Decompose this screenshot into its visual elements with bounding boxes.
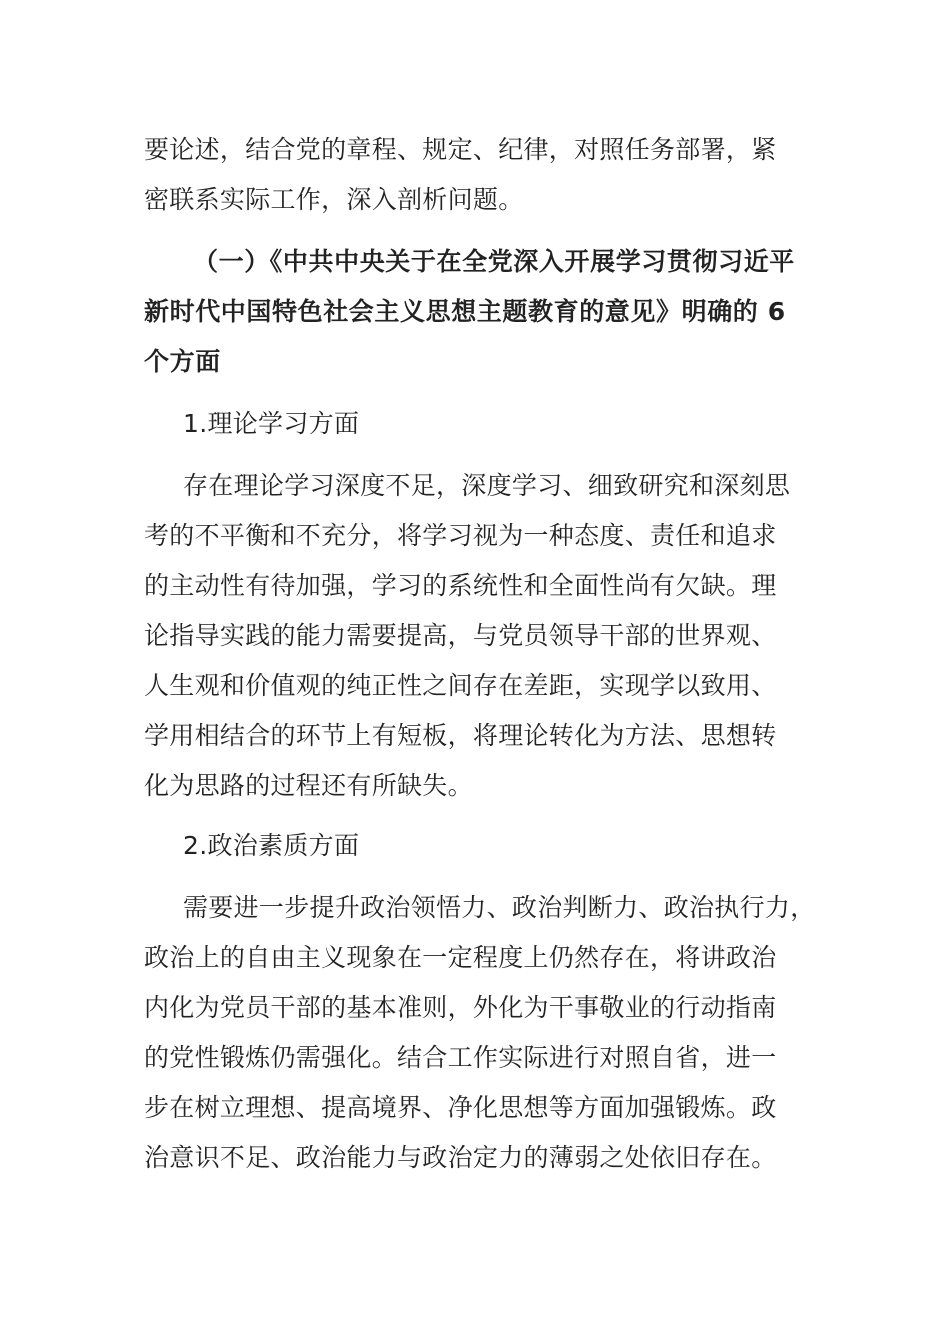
item-1-body-line-4: 论指导实践的能力需要提高，与党员领导干部的世界观、	[144, 621, 777, 650]
item-1-body-line-7: 化为思路的过程还有所缺失。	[144, 771, 473, 800]
intro-line-2: 密联系实际工作，深入剖析问题。	[144, 185, 524, 214]
item-2-body-line-1: 需要进一步提升政治领悟力、政治判断力、政治执行力，	[183, 893, 816, 922]
item-2-body-line-2: 政治上的自由主义现象在一定程度上仍然存在，将讲政治	[144, 943, 777, 972]
section-heading-line-3: 个方面	[144, 347, 221, 376]
item-2-body-line-4: 的党性锻炼仍需强化。结合工作实际进行对照自省，进一	[144, 1043, 777, 1072]
item-2-body-line-3: 内化为党员干部的基本准则，外化为干事敬业的行动指南	[144, 993, 777, 1022]
item-2-body-line-6: 治意识不足、政治能力与政治定力的薄弱之处依旧存在。	[144, 1143, 777, 1172]
section-heading-line-2: 新时代中国特色社会主义思想主题教育的意见》明确的 6	[144, 297, 786, 326]
item-1-body-line-5: 人生观和价值观的纯正性之间存在差距，实现学以致用、	[144, 671, 777, 700]
item-1-body-line-6: 学用相结合的环节上有短板，将理论转化为方法、思想转	[144, 721, 777, 750]
item-1-body-line-3: 的主动性有待加强，学习的系统性和全面性尚有欠缺。理	[144, 571, 777, 600]
item-1-title: 1.理论学习方面	[183, 409, 360, 438]
section-heading-line-1: （一）《中共中央关于在全党深入开展学习贯彻习近平	[193, 247, 795, 276]
item-1-body-line-2: 考的不平衡和不充分，将学习视为一种态度、责任和追求	[144, 521, 777, 550]
item-2-body-line-5: 步在树立理想、提高境界、净化思想等方面加强锻炼。政	[144, 1093, 777, 1122]
intro-line-1: 要论述，结合党的章程、规定、纪律，对照任务部署，紧	[144, 135, 777, 164]
item-1-body-line-1: 存在理论学习深度不足，深度学习、细致研究和深刻思	[183, 471, 791, 500]
item-2-title: 2.政治素质方面	[183, 831, 360, 860]
